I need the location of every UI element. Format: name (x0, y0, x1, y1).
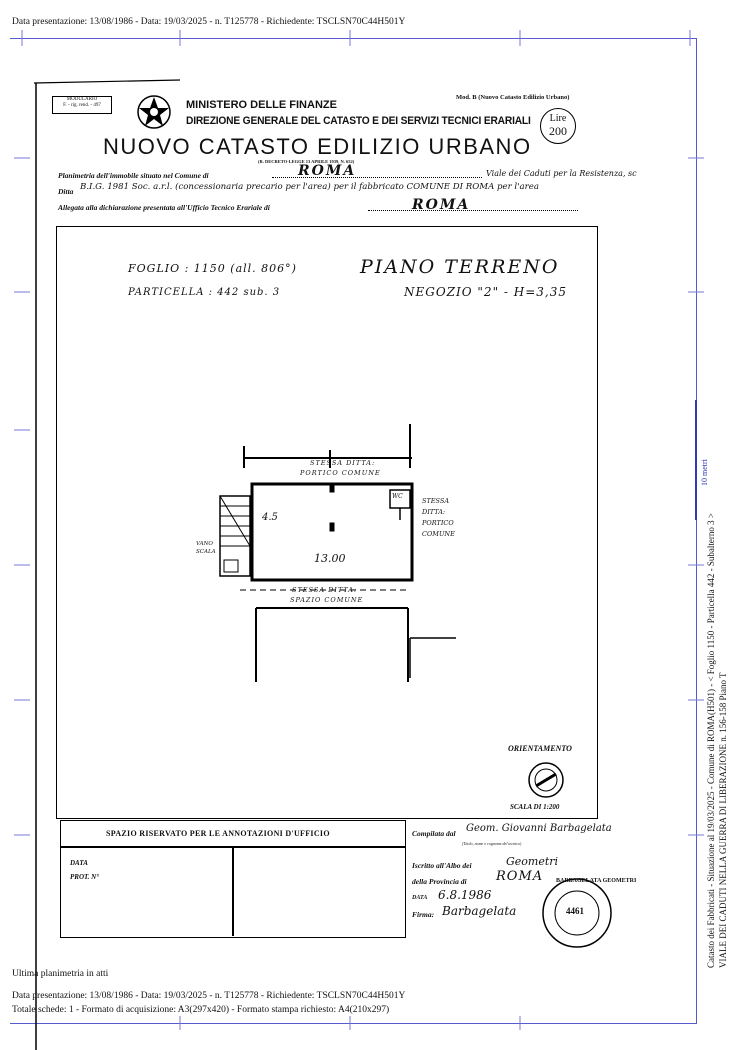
ministry-name: MINISTERO DELLE FINANZE (186, 99, 337, 111)
dimension-center: 13.00 (314, 552, 346, 565)
cadastral-situation-line: Catasto dei Fabbricati - Situazione al 19/03/2025 - Comune di ROMA(H501) - < Foglio 1150 - Particella 442 - Subalterno 3 > (706, 513, 716, 968)
directorate-name: DIREZIONE GENERALE DEL CATASTO E DEI SERVIZI TECNICI ERARIALI (186, 115, 531, 127)
right-label-2: DITTA: (422, 508, 446, 516)
street-value: Viale dei Caduti per la Resistenza, sc (486, 169, 637, 178)
office-annotations-split (232, 846, 234, 936)
signature: Barbagelata (442, 904, 517, 918)
wc-label: WC (392, 493, 403, 500)
register-label: Iscritto all'Albo dei (412, 861, 472, 870)
orientation-label: ORIENTAMENTO (508, 744, 572, 753)
office-date-label: DATA (70, 859, 88, 867)
province-value: ROMA (496, 869, 544, 884)
comune-value: ROMA (298, 163, 357, 179)
scale-label: SCALA DI 1:200 (510, 803, 560, 811)
province-label: della Provincia di (412, 877, 467, 886)
particella-label: PARTICELLA : 442 sub. 3 (128, 287, 281, 298)
address-line: VIALE DEI CADUTI NELLA GUERRA DI LIBERAZIONE n. 156-158 Piano T (718, 672, 728, 968)
seal-text: BARBAGELATA GEOMETRI (556, 878, 637, 884)
compiled-by-label: Compilata dal (412, 829, 456, 838)
right-label-3: PORTICO (422, 519, 454, 527)
signature-label: Firma: (412, 910, 435, 919)
owner-label: Ditta (58, 187, 74, 196)
compiled-by-note: (Titolo, nome e cognome del tecnico) (462, 841, 522, 846)
top-label-2: PORTICO COMUNE (300, 469, 381, 477)
presentation-info-top: Data presentazione: 13/08/1986 - Data: 19/03/2025 - n. T125778 - Richiedente: TSCLSN70C44H501Y (12, 17, 406, 27)
modulario-label: MODULARIO (66, 97, 98, 102)
register-value: Geometri (506, 855, 559, 868)
bottom-label-2: SPAZIO COMUNE (290, 596, 364, 604)
stair-label-2: SCALA (196, 549, 216, 555)
attached-label: Allegata alla dichiarazione presentata all'Ufficio Tecnico Erariale di (58, 203, 270, 212)
scale-bar-label: 10 metri (700, 459, 709, 486)
tax-stamp-label: Lire (549, 113, 567, 124)
bottom-label-1: STESSA DITTA: (292, 586, 358, 594)
compiled-by-value: Geom. Giovanni Barbagelata (466, 823, 612, 834)
seal-number: 4461 (566, 906, 584, 916)
dimension-left: 4.5 (262, 512, 278, 523)
modulario-box (52, 96, 112, 114)
compass-icon (526, 760, 566, 800)
owner-value: B.I.G. 1981 Soc. a.r.l. (concessionaria precario per l'area) per il fabbricato COMUNE DI ROMA per l'area (80, 182, 539, 192)
tax-stamp-amount: 200 (549, 124, 567, 138)
tax-stamp (540, 108, 576, 144)
right-label-1: STESSA (422, 497, 450, 505)
compiled-date-label: DATA (412, 895, 428, 901)
modulario-code: F. - rig. rend. - 497 (63, 103, 101, 108)
compiled-date-value: 6.8.1986 (438, 888, 492, 902)
foglio-label: FOGLIO : 1150 (all. 806°) (128, 262, 297, 275)
top-label-1: STESSA DITTA: (310, 459, 376, 467)
stair-label-1: VANO (196, 541, 213, 547)
office-value: ROMA (412, 197, 471, 213)
last-plan-note: Ultima planimetria in atti (12, 969, 109, 979)
right-label-4: COMUNE (422, 530, 455, 538)
office-protocol-label: PROT. N° (70, 873, 99, 881)
unit-label: NEGOZIO "2" - H=3,35 (404, 285, 568, 299)
document-title: NUOVO CATASTO EDILIZIO URBANO (103, 134, 532, 159)
plan-location-label: Planimetria dell'immobile situato nel Comune di (58, 171, 209, 180)
office-annotations-title: SPAZIO RISERVATO PER LE ANNOTAZIONI D'UFFICIO (106, 829, 330, 838)
attached-line (368, 210, 578, 211)
republic-emblem-icon (136, 94, 172, 130)
print-format-info: Totale schede: 1 - Formato di acquisizione: A3(297x420) - Formato stampa richiesto: A4(210x297) (12, 1005, 390, 1015)
floor-title: PIANO TERRENO (360, 256, 560, 278)
decree-reference: (R. DECRETO-LEGGE 13 APRILE 1939, N. 652) (258, 159, 355, 164)
presentation-info-bottom: Data presentazione: 13/08/1986 - Data: 19/03/2025 - n. T125778 - Richiedente: TSCLSN70C44H501Y (12, 991, 406, 1001)
model-label: Mod. B (Nuovo Catasto Edilizio Urbano) (456, 94, 570, 101)
